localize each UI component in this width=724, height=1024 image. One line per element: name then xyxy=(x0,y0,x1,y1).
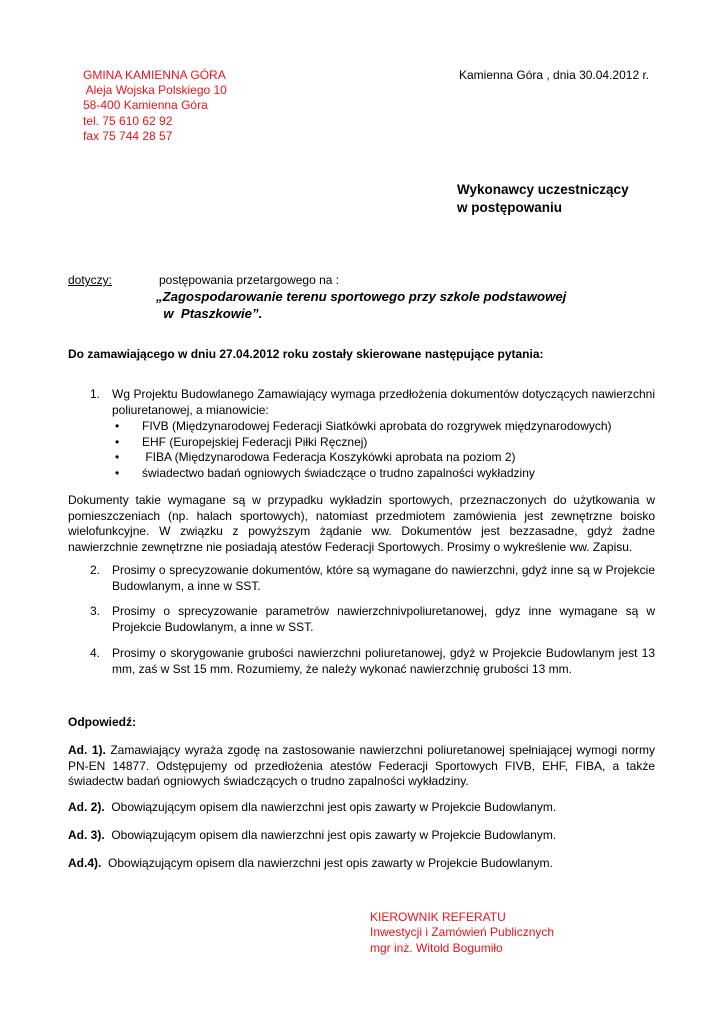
sender-block xyxy=(83,68,227,144)
question-2 xyxy=(90,563,655,594)
signature-block xyxy=(370,910,554,956)
subject-intro: postępowania przetargowego na : xyxy=(159,273,340,287)
subject-title-line2: w Ptaszkowie”. xyxy=(156,306,263,321)
subject-label: dotyczy: xyxy=(68,273,113,287)
sender-city: 58-400 Kamienna Góra xyxy=(83,98,208,113)
answer-4 xyxy=(68,856,553,870)
list-item: • FIVB (Międzynarodowej Federacji Siatkówki aprobata do rozgrywek międzynarodowych) xyxy=(115,419,612,433)
question-text: Prosimy o skorygowanie grubości nawierzchni poliuretanowej, gdyż w Projekcie Budowlanym jest 13 mm, zaś w Sst 15 mm. Rozumiemy, że należy wykonać nawierzchnię grubości 13 mm. xyxy=(112,646,655,676)
answer-1 xyxy=(68,743,659,790)
answer-text: Obowiązującym opisem dla nawierzchni jest opis zawarty w Projekcie Budowlanym. xyxy=(111,828,557,842)
signature-name: mgr inż. Witold Bogumiło xyxy=(370,940,503,955)
answer-3 xyxy=(68,828,556,842)
signature-department: Inwestycji i Zamówień Publicznych xyxy=(370,925,555,940)
question-text: Prosimy o sprecyzowanie parametrów nawierzchnivpoliuretanowej, gdyz inne wymagane są w Projekcie Budowlanym, a inne w SST. xyxy=(112,604,655,634)
subject-title xyxy=(156,288,566,322)
answer-text: Obowiązującym opisem dla nawierzchni jest opis zawarty w Projekcie Budowlanym. xyxy=(108,856,553,870)
addressee xyxy=(457,181,629,217)
list-item: • EHF (Europejskiej Federacji Piłki Ręcznej) xyxy=(115,434,368,449)
question-text: Wg Projektu Budowlanego Zamawiający wymaga przedłożenia dokumentów dotyczących nawierzchni poliuretanowej, a mianowicie: xyxy=(112,387,655,417)
paragraph-after-q1: Dokumenty takie wymagane są w przypadku wykładzin sportowych, przeznaczonych do użytkowania w pomieszczeniach (np. halach sportowych), natomiast przedmiotem zamówienia jest zewnętrzne boisko wielofunkcyjne. W związku z powyższym żądanie ww. Dokumentów jest bezzasadne, gdyż żadne nawierzchnie zewnętrzne nie posiadają atestów Federacji Sportowych. Prosimy o wykreślenie ww. Zapisu. xyxy=(68,493,655,554)
signature-title: KIEROWNIK REFERATU xyxy=(370,910,506,924)
date-line: Kamienna Góra , dnia 30.04.2012 r. xyxy=(459,68,650,82)
sender-street: Aleja Wojska Polskiego 10 xyxy=(83,83,227,98)
question-number: 2. xyxy=(90,563,101,577)
question-3 xyxy=(90,604,655,635)
answer-text: Obowiązującym opisem dla nawierzchni jest opis zawarty w Projekcie Budowlanym. xyxy=(111,800,557,814)
subject-title-line1: „Zagospodarowanie terenu sportowego przy szkole podstawowej xyxy=(156,289,567,304)
answer-label: Ad.4). xyxy=(68,856,102,870)
addressee-line2: w postępowaniu xyxy=(457,200,563,215)
list-item: • FIBA (Międzynarodowa Federacja Koszykówki aprobata na poziom 2) xyxy=(115,450,516,465)
question-number: 1. xyxy=(90,387,101,401)
bullet-icon: • xyxy=(115,434,120,449)
question-1 xyxy=(90,387,655,418)
sender-name: GMINA KAMIENNA GÓRA xyxy=(83,68,226,82)
bullet-list xyxy=(115,419,612,481)
answer-2 xyxy=(68,800,556,814)
bullet-icon: • xyxy=(115,465,120,480)
answers-heading: Odpowiedź: xyxy=(68,715,136,729)
answer-label: Ad. 3). xyxy=(68,828,105,842)
sender-fax: fax 75 744 28 57 xyxy=(83,128,173,143)
question-number: 3. xyxy=(90,604,101,618)
bullet-icon: • xyxy=(115,450,120,465)
bullet-icon: • xyxy=(115,419,120,433)
question-text: Prosimy o sprecyzowanie dokumentów, które są wymagane do nawierzchni, gdyż inne są w Projekcie Budowlanym, a inne w SST. xyxy=(112,563,655,593)
question-number: 4. xyxy=(90,646,101,660)
answer-label: Ad. 1). xyxy=(68,743,106,757)
addressee-line1: Wykonawcy uczestniczący xyxy=(457,182,629,197)
questions-heading: Do zamawiającego w dniu 27.04.2012 roku zostały skierowane następujące pytania: xyxy=(68,347,544,361)
answer-label: Ad. 2). xyxy=(68,800,105,814)
list-item: • świadectwo badań ogniowych świadczące o trudno zapalności wykładziny xyxy=(115,465,535,480)
question-4 xyxy=(90,646,655,677)
answer-text: Zamawiający wyraża zgodę na zastosowanie nawierzchni poliuretanowej spełniającej wymogi normy PN-EN 14877. Odstępujemy od przedłożenia atestów Federacji Sportowych FIVB, EHF, FIBA, a także świadectw badań ogniowych świadczących o trudno zapalności wykładziny. xyxy=(68,743,659,788)
sender-tel: tel. 75 610 62 92 xyxy=(83,113,173,128)
